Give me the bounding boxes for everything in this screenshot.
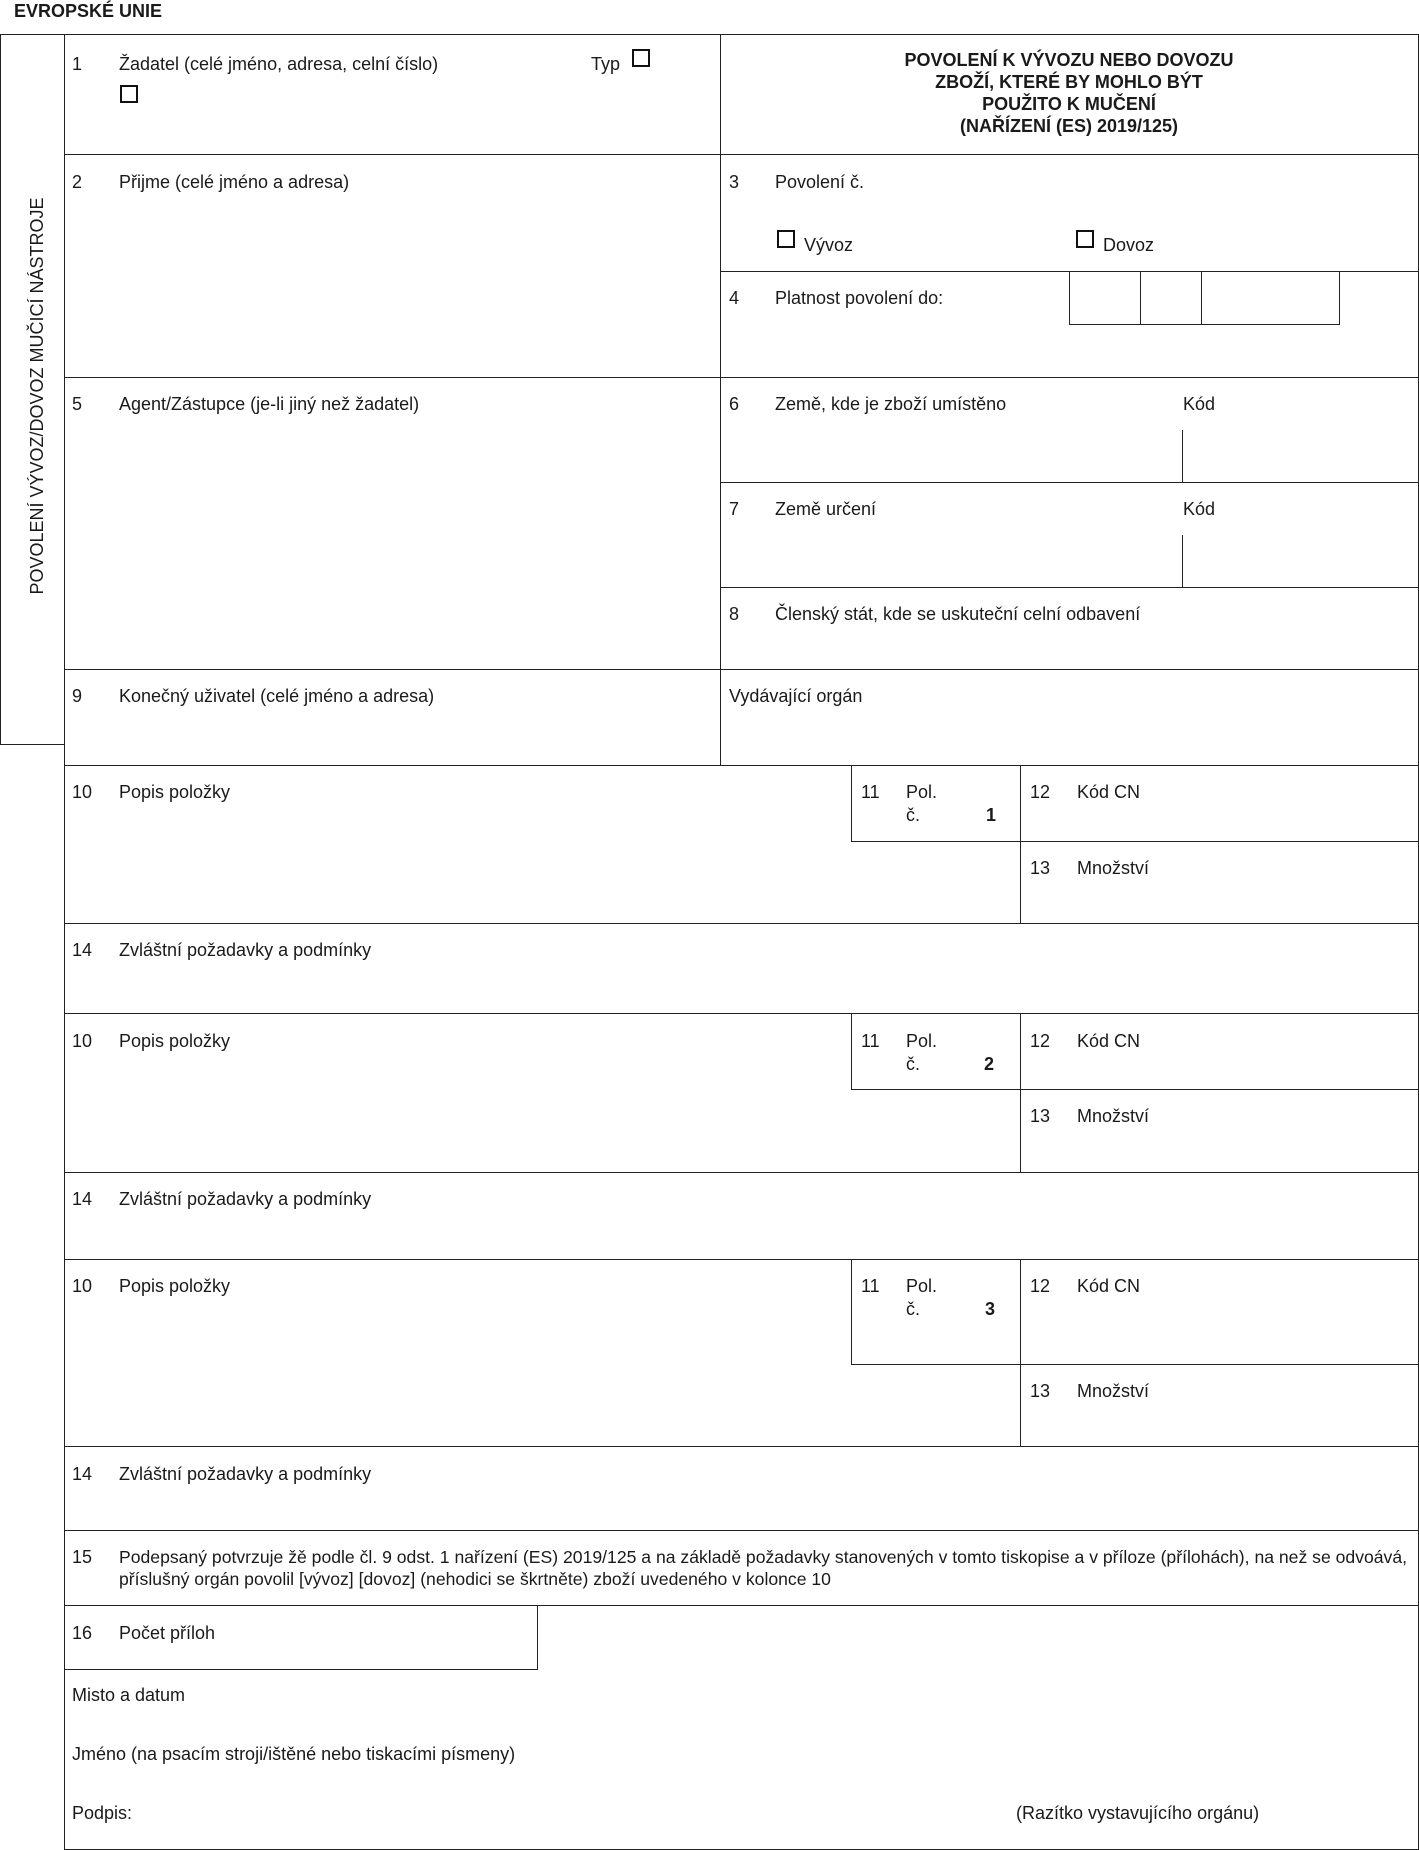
side-box-bottom-border <box>0 744 64 745</box>
item3-pol-bottom-border <box>851 1364 1021 1365</box>
printed-name-label: Jméno (na psacím stroji/ištěné nebo tiskacími písmeny) <box>72 1744 516 1764</box>
item3-bottom-border <box>64 1446 1419 1447</box>
item3-pol-value: 3 <box>985 1299 996 1319</box>
box15-bottom-border <box>64 1605 1419 1606</box>
item1-pol-left-border <box>851 765 852 842</box>
item2-cn-left-border <box>1020 1013 1021 1173</box>
import-label: Dovoz <box>1103 235 1155 255</box>
item1-cn-label: Kód CN <box>1077 782 1141 802</box>
item2-cn-label: Kód CN <box>1077 1031 1141 1051</box>
item1-cn-left-border <box>1020 765 1021 924</box>
item3-pol-number: 11 <box>861 1276 880 1296</box>
item3-qty-label: Množství <box>1077 1381 1150 1401</box>
import-checkbox[interactable] <box>1076 230 1094 248</box>
box7-code-divider <box>1182 535 1183 587</box>
item3-req-label: Zvláštní požadavky a podmínky <box>119 1464 372 1484</box>
box4-label: Platnost povolení do: <box>775 288 944 308</box>
validity-month-field[interactable] <box>1140 271 1202 325</box>
item2-pol-left-border <box>851 1013 852 1090</box>
export-checkbox[interactable] <box>777 230 795 248</box>
item1-pol-value: 1 <box>986 805 997 825</box>
item1-qty-label: Množství <box>1077 858 1150 878</box>
item2-req-label: Zvláštní požadavky a podmínky <box>119 1189 372 1209</box>
box5-number: 5 <box>72 394 83 414</box>
box8-label: Členský stát, kde se uskuteční celní odbavení <box>775 604 1141 624</box>
union-heading: EVROPSKÉ UNIE <box>14 1 163 21</box>
box7-code-label: Kód <box>1183 499 1216 519</box>
box6-code-label: Kód <box>1183 394 1216 414</box>
box8-number: 8 <box>729 604 740 624</box>
box4-number: 4 <box>729 288 740 308</box>
item3-qty-number: 13 <box>1030 1381 1051 1401</box>
form-top-border <box>0 34 1419 35</box>
item2-req-number: 14 <box>72 1189 93 1209</box>
side-box-left-border <box>0 34 1 745</box>
item1-pol-label2: č. <box>906 805 921 825</box>
item1-bottom-border <box>64 923 1419 924</box>
export-label: Vývoz <box>804 235 854 255</box>
applicant-checkbox[interactable] <box>120 85 138 103</box>
item3-desc-label: Popis položky <box>119 1276 231 1296</box>
item2-pol-number: 11 <box>861 1031 880 1051</box>
item2-cn-number: 12 <box>1030 1031 1051 1051</box>
validity-year-field[interactable] <box>1201 271 1340 325</box>
item2-qty-label: Množství <box>1077 1106 1150 1126</box>
item3-pol-label2: č. <box>906 1299 921 1319</box>
form-title <box>720 49 1418 137</box>
side-label: POVOLENÍ VÝVOZ/DOVOZ MUČICÍ NÁSTROJE <box>27 197 47 595</box>
box16-label: Počet příloh <box>119 1623 216 1643</box>
issuer-label: Vydávající orgán <box>729 686 863 706</box>
box2-label: Přijme (celé jméno a adresa) <box>119 172 350 192</box>
box6-number: 6 <box>729 394 740 414</box>
stamp-label: (Razítko vystavujícího orgánu) <box>1016 1803 1260 1823</box>
item2-pol-bottom-border <box>851 1089 1021 1090</box>
row-divider-4 <box>64 765 1419 766</box>
validity-day-field[interactable] <box>1069 271 1141 325</box>
row-divider-2 <box>64 377 1419 378</box>
item2-cn-bottom-border <box>1020 1089 1419 1090</box>
box6-label: Země, kde je zboží umístěno <box>775 394 1007 414</box>
form-title-line1: POVOLENÍ K VÝVOZU NEBO DOVOZU <box>904 50 1234 70</box>
item3-req-bottom-border <box>64 1530 1419 1531</box>
form-title-line4: (NAŘÍZENÍ (ES) 2019/125) <box>959 116 1179 136</box>
form-title-line2: ZBOŽÍ, KTERÉ BY MOHLO BÝT <box>935 72 1203 92</box>
item3-cn-left-border <box>1020 1259 1021 1447</box>
place-date-label: Misto a datum <box>72 1685 186 1705</box>
item1-desc-label: Popis položky <box>119 782 231 802</box>
box16-bottom-border <box>64 1669 538 1670</box>
item3-req-number: 14 <box>72 1464 93 1484</box>
item1-desc-number: 10 <box>72 782 93 802</box>
item2-req-bottom-border <box>64 1259 1419 1260</box>
box5-label: Agent/Zástupce (je-li jiný než žadatel) <box>119 394 420 414</box>
item1-pol-number: 11 <box>861 782 880 802</box>
box9-label: Konečný uživatel (celé jméno a adresa) <box>119 686 435 706</box>
item2-bottom-border <box>64 1172 1419 1173</box>
box1-type-label: Typ <box>591 54 621 74</box>
box3-label: Povolení č. <box>775 172 865 192</box>
item2-pol-label: Pol. <box>906 1031 938 1051</box>
form-left-border <box>64 34 65 1850</box>
row-divider-3 <box>64 669 1419 670</box>
box16-right-border <box>537 1605 538 1670</box>
item1-req-bottom-border <box>64 1013 1419 1014</box>
box3-number: 3 <box>729 172 740 192</box>
form-title-line3: POUŽITO K MUČENÍ <box>982 94 1156 114</box>
item1-req-label: Zvláštní požadavky a podmínky <box>119 940 372 960</box>
item3-cn-label: Kód CN <box>1077 1276 1141 1296</box>
box16-number: 16 <box>72 1623 93 1643</box>
item1-pol-bottom-border <box>851 841 1021 842</box>
top-section-divider <box>720 34 721 766</box>
item1-pol-label: Pol. <box>906 782 938 802</box>
item1-req-number: 14 <box>72 940 93 960</box>
item3-pol-left-border <box>851 1259 852 1365</box>
row-divider-box8 <box>720 587 1419 588</box>
signature-label: Podpis: <box>72 1803 133 1823</box>
item3-desc-number: 10 <box>72 1276 93 1296</box>
box6-code-divider <box>1182 430 1183 482</box>
item2-desc-number: 10 <box>72 1031 93 1051</box>
box15-text: Podepsaný potvrzuje žě podle čl. 9 odst. 1 nařízení (ES) 2019/125 a na základě požadavky stanovených v tomto tiskopise a v příloze (přílohách), na než se odvoává, příslušný orgán povolil [vývoz] [dovoz] (nehodici se škrtněte) zboží uvedeného v kolonce 10 <box>119 1547 1408 1589</box>
box7-number: 7 <box>729 499 740 519</box>
item1-cn-number: 12 <box>1030 782 1051 802</box>
box1-number: 1 <box>72 54 83 74</box>
row-divider-box7 <box>720 482 1419 483</box>
type-checkbox[interactable] <box>632 49 650 67</box>
item2-pol-label2: č. <box>906 1054 921 1074</box>
item2-desc-label: Popis položky <box>119 1031 231 1051</box>
box1-label: Žadatel (celé jméno, adresa, celní číslo) <box>119 54 439 74</box>
box9-number: 9 <box>72 686 83 706</box>
row-divider-1 <box>64 154 1419 155</box>
box2-number: 2 <box>72 172 83 192</box>
item3-cn-number: 12 <box>1030 1276 1051 1296</box>
item1-cn-bottom-border <box>1020 841 1419 842</box>
box7-label: Země určení <box>775 499 877 519</box>
item2-qty-number: 13 <box>1030 1106 1051 1126</box>
box15-number: 15 <box>72 1547 93 1567</box>
item3-cn-bottom-border <box>1020 1364 1419 1365</box>
item3-pol-label: Pol. <box>906 1276 938 1296</box>
item1-qty-number: 13 <box>1030 858 1051 878</box>
item2-pol-value: 2 <box>984 1054 995 1074</box>
